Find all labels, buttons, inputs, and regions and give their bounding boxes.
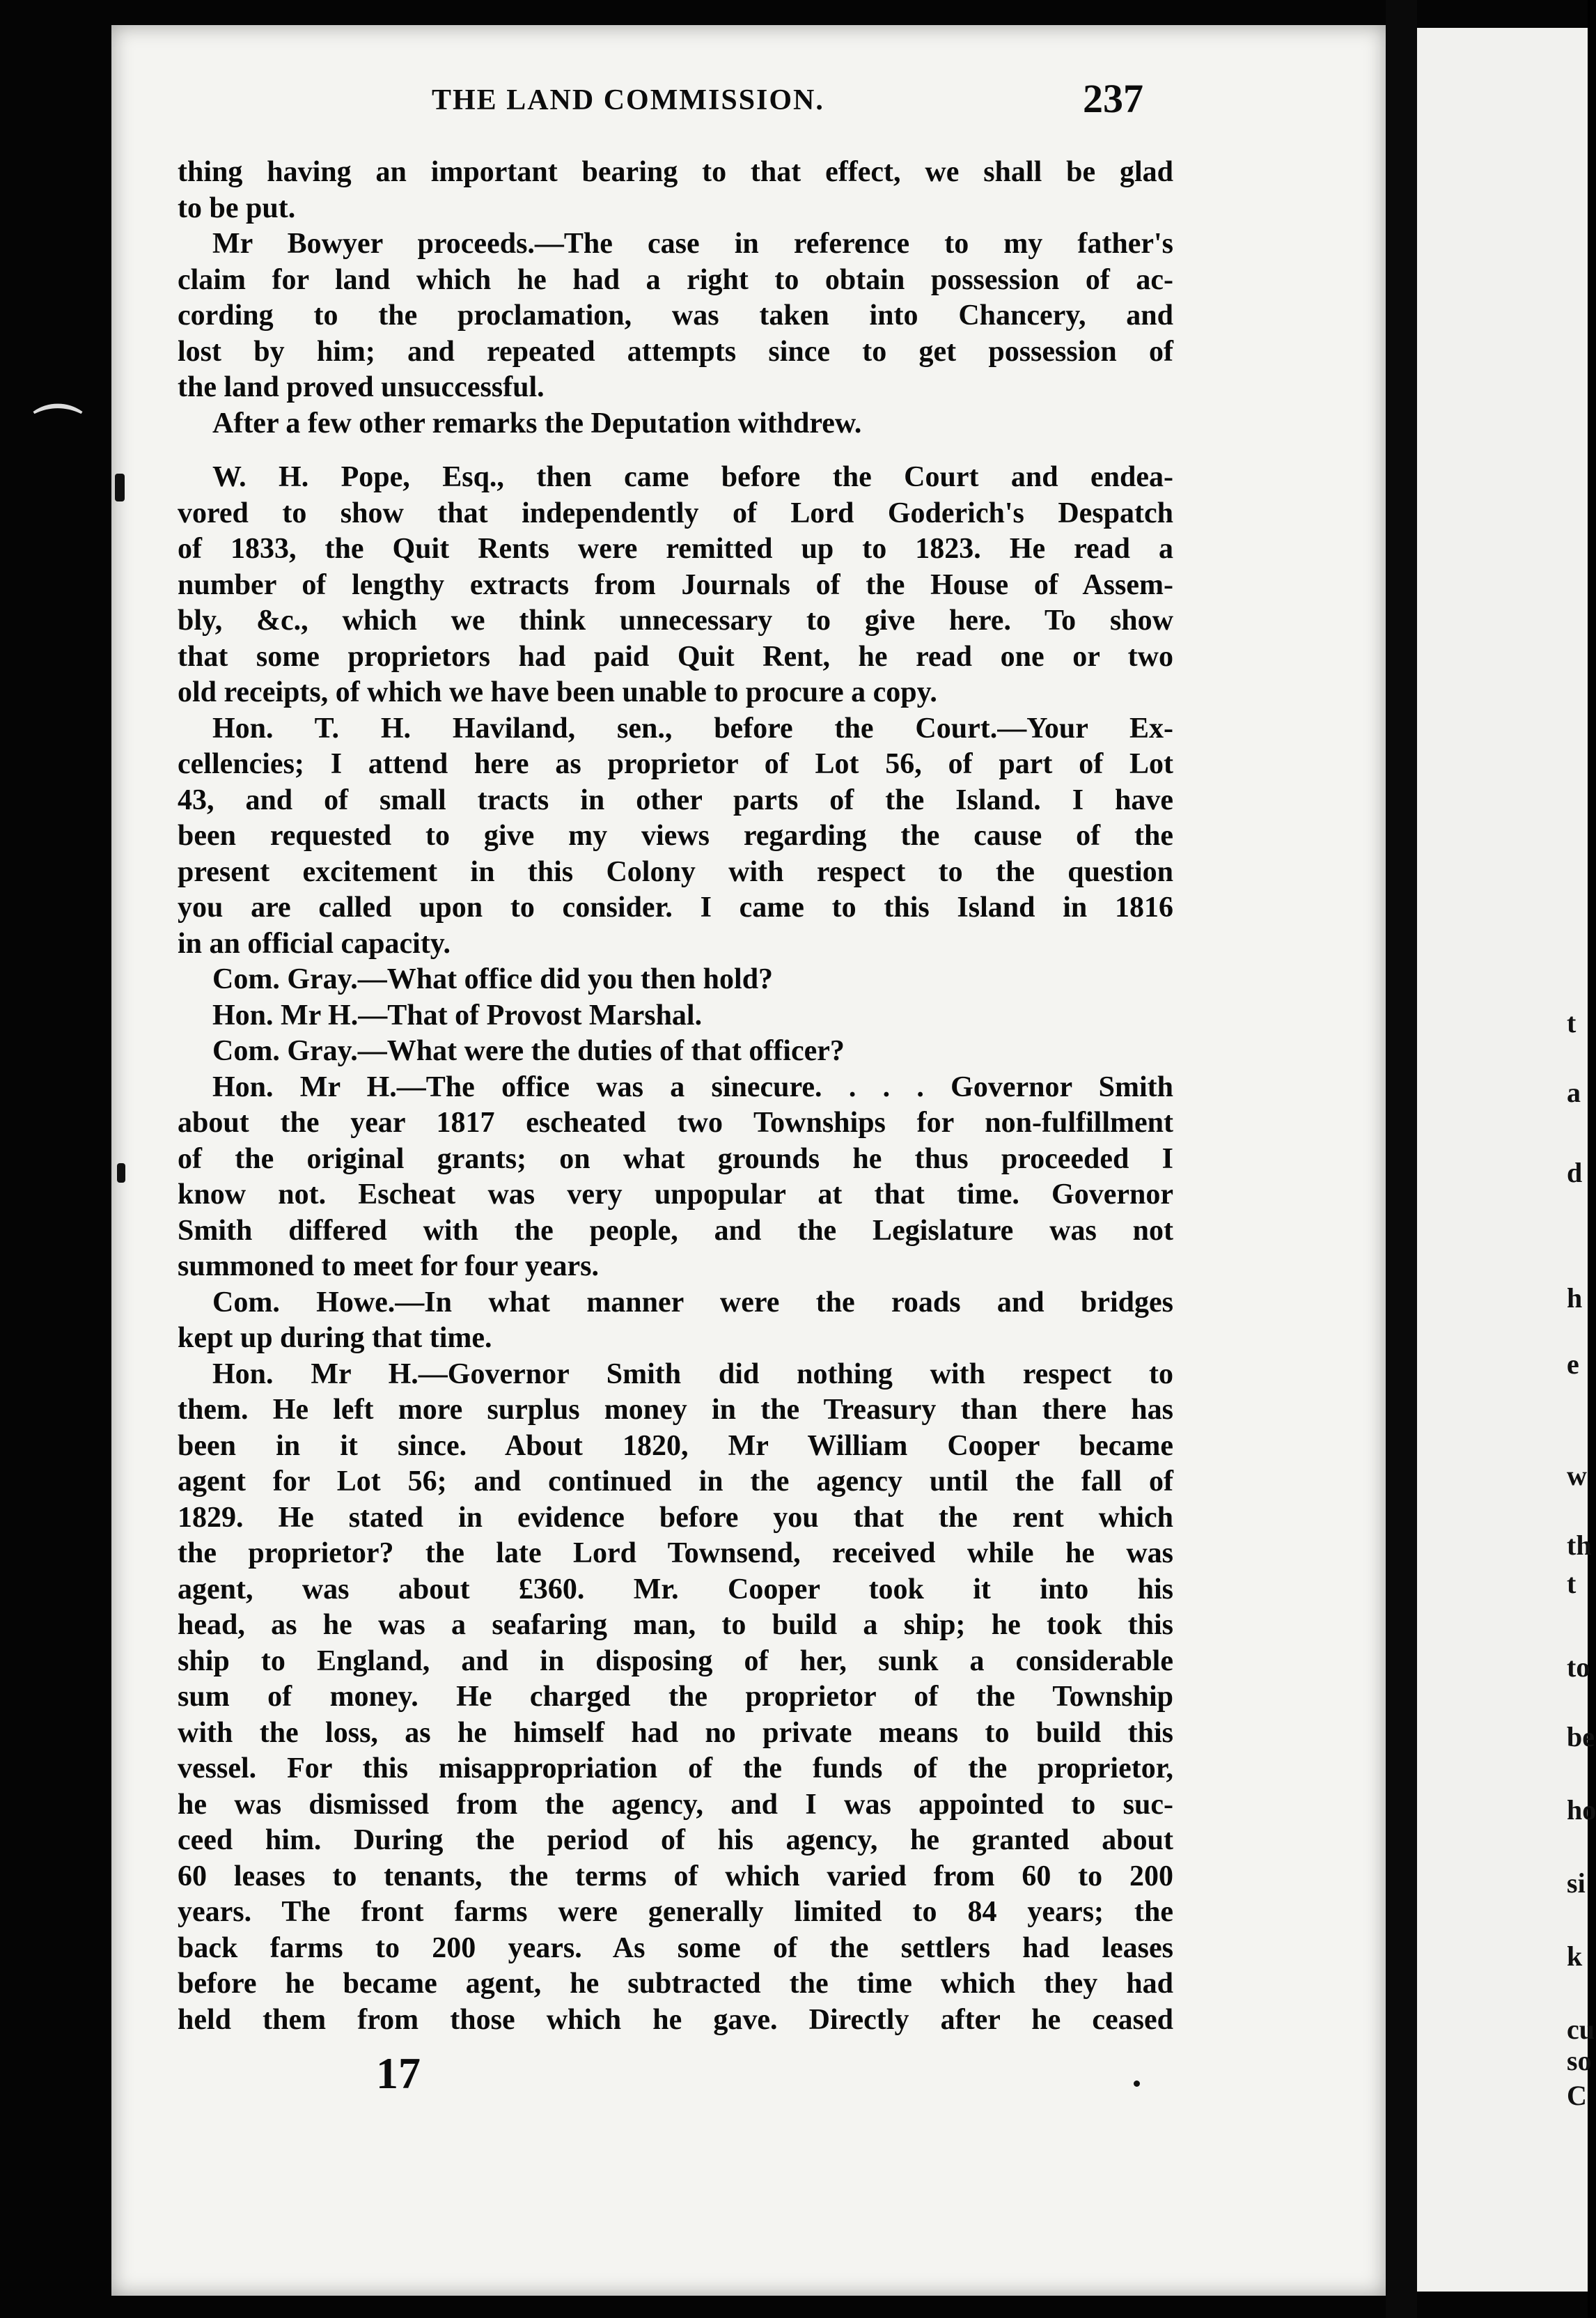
text-line: 60 leases to tenants, the terms of which varied from 60 to 200 — [178, 1860, 1173, 1892]
text-line: agent, was about £360. Mr. Cooper took it into his — [178, 1573, 1173, 1605]
right-page-fragment: h — [1567, 1282, 1583, 1314]
ink-dot — [1134, 2080, 1140, 2087]
text-line: Smith differed with the people, and the Legislature was not — [178, 1214, 1173, 1247]
text-line: ship to England, and in disposing of her, sunk a considerable — [178, 1644, 1173, 1677]
right-page-fragment: t — [1567, 1007, 1577, 1039]
text-line: summoned to meet for four years. — [178, 1250, 600, 1282]
right-page-fragment: cu — [1567, 2014, 1595, 2045]
right-page-fragment: be — [1567, 1721, 1595, 1752]
text-line: in an official capacity. — [178, 927, 451, 960]
text-line: 43, and of small tracts in other parts of the Island. I have — [178, 784, 1173, 816]
text-line: sum of money. He charged the proprietor of the Township — [178, 1681, 1173, 1713]
text-line: been requested to give my views regarding the cause of the — [178, 820, 1173, 852]
text-line: old receipts, of which we have been unable to procure a copy. — [178, 676, 937, 708]
text-line: cording to the proclamation, was taken into Chancery, and — [178, 300, 1173, 332]
margin-smudge — [117, 1163, 125, 1183]
right-page-fragment: t — [1567, 1568, 1577, 1599]
text-line: number of lengthy extracts from Journals of the House of Assem- — [178, 568, 1173, 601]
text-line: Hon. Mr H.—That of Provost Marshal. — [212, 999, 703, 1032]
right-page-fragment: to — [1567, 1651, 1590, 1683]
text-line: Mr Bowyer proceeds.—The case in reference to my father's — [212, 228, 1173, 260]
margin-smudge — [115, 474, 125, 501]
right-page-fragment: d — [1567, 1157, 1583, 1188]
right-page-fragment: si — [1567, 1867, 1586, 1899]
text-line: kept up during that time. — [178, 1322, 492, 1354]
text-line: been in it since. About 1820, Mr William Cooper became — [178, 1429, 1173, 1462]
text-line: Com. Gray.—What office did you then hold? — [212, 963, 774, 995]
text-line: agent for Lot 56; and continued in the agency until the fall of — [178, 1465, 1173, 1498]
text-line: that some proprietors had paid Quit Rent, he read one or two — [178, 640, 1173, 673]
text-line: them. He left more surplus money in the Treasury than there has — [178, 1394, 1173, 1426]
text-line: thing having an important bearing to that effect, we shall be glad — [178, 156, 1173, 188]
right-page-fragment: so — [1567, 2045, 1592, 2076]
text-line: vessel. For this misappropriation of the funds of the proprietor, — [178, 1752, 1173, 1784]
right-page-fragment: w — [1567, 1460, 1587, 1491]
text-line: W. H. Pope, Esq., then came before the Court and endea- — [212, 461, 1173, 493]
page-number: 237 — [1083, 76, 1143, 121]
book-gutter — [1386, 0, 1417, 2318]
text-line: of the original grants; on what grounds he thus proceeded I — [178, 1142, 1173, 1175]
right-page-fragment: ho — [1567, 1794, 1596, 1826]
paragraph-gap — [178, 442, 1173, 460]
text-line: know not. Escheat was very unpopular at that time. Governor — [178, 1179, 1173, 1211]
margin-mark-curve: ⌒ — [33, 403, 82, 457]
right-page-fragment: th — [1567, 1530, 1592, 1561]
text-line: present excitement in this Colony with respect to the question — [178, 855, 1173, 888]
text-line: with the loss, as he himself had no private means to build this — [178, 1716, 1173, 1749]
text-line: head, as he was a seafaring man, to build a ship; he took this — [178, 1609, 1173, 1641]
right-page-fragment: C — [1567, 2080, 1587, 2111]
text-line: held them from those which he gave. Directly after he ceased — [178, 2003, 1173, 2036]
text-line: vored to show that independently of Lord Goderich's Despatch — [178, 497, 1173, 529]
text-line: the proprietor? the late Lord Townsend, received while he was — [178, 1537, 1173, 1569]
right-page-fragment: a — [1567, 1077, 1581, 1108]
text-line: Com. Gray.—What were the duties of that officer? — [212, 1035, 845, 1067]
text-line: to be put. — [178, 192, 296, 224]
text-line: lost by him; and repeated attempts since to get possession of — [178, 335, 1173, 368]
text-line: 1829. He stated in evidence before you that the rent which — [178, 1501, 1173, 1534]
text-line: the land proved unsuccessful. — [178, 371, 545, 403]
text-line: After a few other remarks the Deputation withdrew. — [212, 407, 862, 440]
text-line: back farms to 200 years. As some of the settlers had leases — [178, 1931, 1173, 1964]
text-line: Hon. T. H. Haviland, sen., before the Court.—Your Ex- — [212, 712, 1173, 745]
text-line: about the year 1817 escheated two Townships for non-fulfillment — [178, 1107, 1173, 1139]
text-line: cellencies; I attend here as proprietor of Lot 56, of part of Lot — [178, 748, 1173, 780]
text-line: Hon. Mr H.—Governor Smith did nothing with respect to — [212, 1358, 1173, 1390]
text-line: ceed him. During the period of his agency, he granted about — [178, 1824, 1173, 1856]
signature-mark: 17 — [376, 2048, 421, 2098]
running-title: THE LAND COMMISSION. — [432, 84, 824, 116]
text-line: before he became agent, he subtracted the time which they had — [178, 1968, 1173, 2000]
text-line: Com. Howe.—In what manner were the roads and bridges — [212, 1286, 1173, 1319]
text-line: claim for land which he had a right to obtain possession of ac- — [178, 263, 1173, 296]
text-line: of 1833, the Quit Rents were remitted up to 1823. He read a — [178, 533, 1173, 565]
right-page-fragment: e — [1567, 1348, 1579, 1380]
text-line: Hon. Mr H.—The office was a sinecure. . . . Governor Smith — [212, 1071, 1173, 1103]
right-page-edge-fragments — [1546, 0, 1596, 2318]
text-line: he was dismissed from the agency, and I was appointed to suc- — [178, 1788, 1173, 1821]
text-line: years. The front farms were generally limited to 84 years; the — [178, 1896, 1173, 1928]
text-line: you are called upon to consider. I came to this Island in 1816 — [178, 892, 1173, 924]
text-line: bly, &c., which we think unnecessary to give here. To show — [178, 605, 1173, 637]
body-text — [178, 155, 1173, 2038]
right-page-fragment: k — [1567, 1940, 1583, 1972]
